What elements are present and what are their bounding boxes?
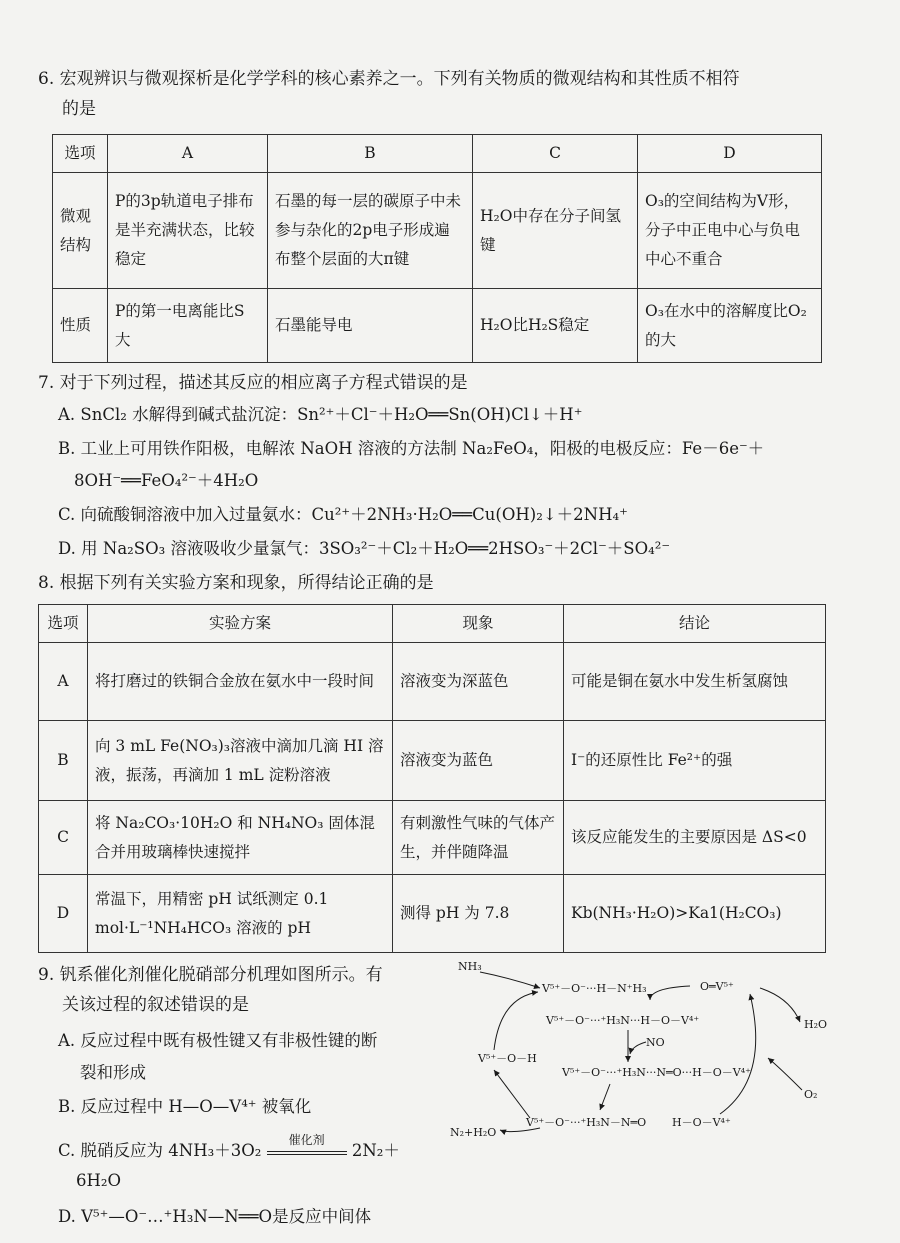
q6-micro-b: 石墨的每一层的碳原子中未参与杂化的2p电子形成遍布整个层面的大π键 [268, 173, 473, 289]
q6-stem-line1: 6. 宏观辨识与微观探析是化学学科的核心素养之一。下列有关物质的微观结构和其性质不相符 [38, 69, 740, 89]
q9-option-a-line1: A. 反应过程中既有极性键又有非极性键的断 [58, 1031, 378, 1050]
q8-row-a-plan: 将打磨过的铁铜合金放在氨水中一段时间 [88, 643, 393, 721]
diagram-arrow-1 [650, 986, 690, 1000]
q8-row-d-phenomenon: 测得 pH 为 7.8 [393, 875, 564, 953]
diagram-arrow-h2o [760, 988, 800, 1022]
diagram-species-4: V⁵⁺－O－H [478, 1052, 537, 1065]
diagram-species-5: V⁵⁺－O⁻···⁺H₃N···N═O···H－O－V⁴⁺ [562, 1066, 751, 1079]
diagram-arrow-no [630, 1042, 646, 1054]
q6-prop-b: 石墨能导电 [268, 289, 473, 363]
q6-stem-line2: 的是 [62, 99, 96, 119]
q6-micro-c: H₂O中存在分子间氢键 [473, 173, 638, 289]
q7-option-b-line1: B. 工业上可用铁作阳极，电解浓 NaOH 溶液的方法制 Na₂FeO₄，阳极的电极反应：Fe－6e⁻＋ [58, 439, 765, 458]
q7-option-c: C. 向硫酸铜溶液中加入过量氨水：Cu²⁺＋2NH₃·H₂O══Cu(OH)₂↓＋2NH₄⁺ [58, 505, 628, 524]
q7-stem: 7. 对于下列过程，描述其反应的相应离子方程式错误的是 [38, 373, 468, 393]
q9-catalyst-arrow [267, 1132, 347, 1155]
q6-header-c: C [473, 135, 638, 173]
diagram-species-3: V⁵⁺－O⁻···⁺H₃N···H－O－V⁴⁺ [546, 1014, 700, 1027]
q7-option-b-line2: 8OH⁻══FeO₄²⁻＋4H₂O [74, 471, 259, 490]
diagram-species-1: V⁵⁺－O⁻···H－N⁺H₃ [542, 982, 647, 995]
q9-mechanism-diagram [450, 958, 860, 1148]
q7-option-a: A. SnCl₂ 水解得到碱式盐沉淀：Sn²⁺＋Cl⁻＋H₂O══Sn(OH)Cl↓＋H⁺ [58, 405, 583, 424]
q7-option-d: D. 用 Na₂SO₃ 溶液吸收少量氯气：3SO₃²⁻＋Cl₂＋H₂O══2HSO₃⁻＋2Cl⁻＋SO₄²⁻ [58, 539, 671, 558]
q8-row-c-conclusion: 该反应能发生的主要原因是 ΔS<0 [564, 801, 826, 875]
diagram-arrow-nh3 [480, 972, 540, 988]
q8-row-c-option: C [39, 801, 88, 875]
diagram-arrow-4 [494, 1070, 530, 1118]
q6-header-d: D [638, 135, 822, 173]
q9-option-c-line1 [58, 1132, 400, 1166]
q6-prop-c: H₂O比H₂S稳定 [473, 289, 638, 363]
diagram-arrow-3 [600, 1084, 610, 1110]
q8-row-b-plan: 向 3 mL Fe(NO₃)₃溶液中滴加几滴 HI 溶液，振荡，再滴加 1 mL 淀粉溶液 [88, 721, 393, 801]
q8-header-plan: 实验方案 [88, 605, 393, 643]
q6-prop-d: O₃在水中的溶解度比O₂的大 [638, 289, 822, 363]
q8-header-phenomenon: 现象 [393, 605, 564, 643]
q9-option-c-text: C. 脱硝反应为 4NH₃＋3O₂ [58, 1141, 262, 1160]
q9-catalyst-label: 催化剂 [288, 1132, 325, 1147]
diagram-arrow-6 [720, 994, 756, 1114]
q8-stem: 8. 根据下列有关实验方案和现象，所得结论正确的是 [38, 573, 434, 593]
q9-stem-line1: 9. 钒系催化剂催化脱硝部分机理如图所示。有 [38, 965, 383, 985]
diagram-species-6: V⁵⁺－O⁻···⁺H₃N－N═O [526, 1116, 647, 1129]
diagram-arrow-5 [494, 992, 538, 1050]
q8-row-b-option: B [39, 721, 88, 801]
q6-row-prop-label: 性质 [53, 289, 108, 363]
diagram-species-2: O═V⁵⁺ [700, 980, 734, 993]
diagram-species-7: H－O－V⁴⁺ [672, 1116, 731, 1129]
q6-prop-a: P的第一电离能比S大 [108, 289, 268, 363]
diagram-nh3: NH₃ [458, 960, 482, 973]
q8-row-b-conclusion: I⁻的还原性比 Fe²⁺的强 [564, 721, 826, 801]
q8-header-option: 选项 [39, 605, 88, 643]
q9-option-a-line2: 裂和形成 [80, 1063, 146, 1082]
q9-option-b: B. 反应过程中 H—O—V⁴⁺ 被氧化 [58, 1097, 312, 1116]
q9-option-c-products: 2N₂＋ [351, 1141, 400, 1160]
q6-header-b: B [268, 135, 473, 173]
q8-header-conclusion: 结论 [564, 605, 826, 643]
q9-option-c-line2: 6H₂O [76, 1171, 122, 1190]
q6-micro-a: P的3p轨道电子排布是半充满状态，比较稳定 [108, 173, 268, 289]
q8-row-d-plan: 常温下，用精密 pH 试纸测定 0.1 mol·L⁻¹NH₄HCO₃ 溶液的 pH [88, 875, 393, 953]
diagram-h2o: H₂O [804, 1018, 828, 1031]
q6-header-a: A [108, 135, 268, 173]
q6-header-option: 选项 [53, 135, 108, 173]
q9-stem-line2: 关该过程的叙述错误的是 [62, 995, 249, 1015]
q8-row-a-phenomenon: 溶液变为深蓝色 [393, 643, 564, 721]
q6-row-micro-label: 微观结构 [53, 173, 108, 289]
q8-table [38, 604, 826, 953]
diagram-o2: O₂ [804, 1088, 818, 1101]
q8-row-a-option: A [39, 643, 88, 721]
q8-row-c-phenomenon: 有刺激性气味的气体产生，并伴随降温 [393, 801, 564, 875]
diagram-arrow-o2 [768, 1058, 802, 1090]
q8-row-d-conclusion: Kb(NH₃·H₂O)>Ka1(H₂CO₃) [564, 875, 826, 953]
q8-row-a-conclusion: 可能是铜在氨水中发生析氢腐蚀 [564, 643, 826, 721]
q6-table [52, 134, 822, 363]
q8-row-d-option: D [39, 875, 88, 953]
diagram-n2-h2o: N₂+H₂O [450, 1126, 497, 1139]
q8-row-c-plan: 将 Na₂CO₃·10H₂O 和 NH₄NO₃ 固体混合并用玻璃棒快速搅拌 [88, 801, 393, 875]
q6-micro-d: O₃的空间结构为V形，分子中正电中心与负电中心不重合 [638, 173, 822, 289]
q8-row-b-phenomenon: 溶液变为蓝色 [393, 721, 564, 801]
diagram-no: NO [646, 1036, 665, 1049]
q9-option-d: D. V⁵⁺—O⁻…⁺H₃N—N══O是反应中间体 [58, 1207, 372, 1226]
